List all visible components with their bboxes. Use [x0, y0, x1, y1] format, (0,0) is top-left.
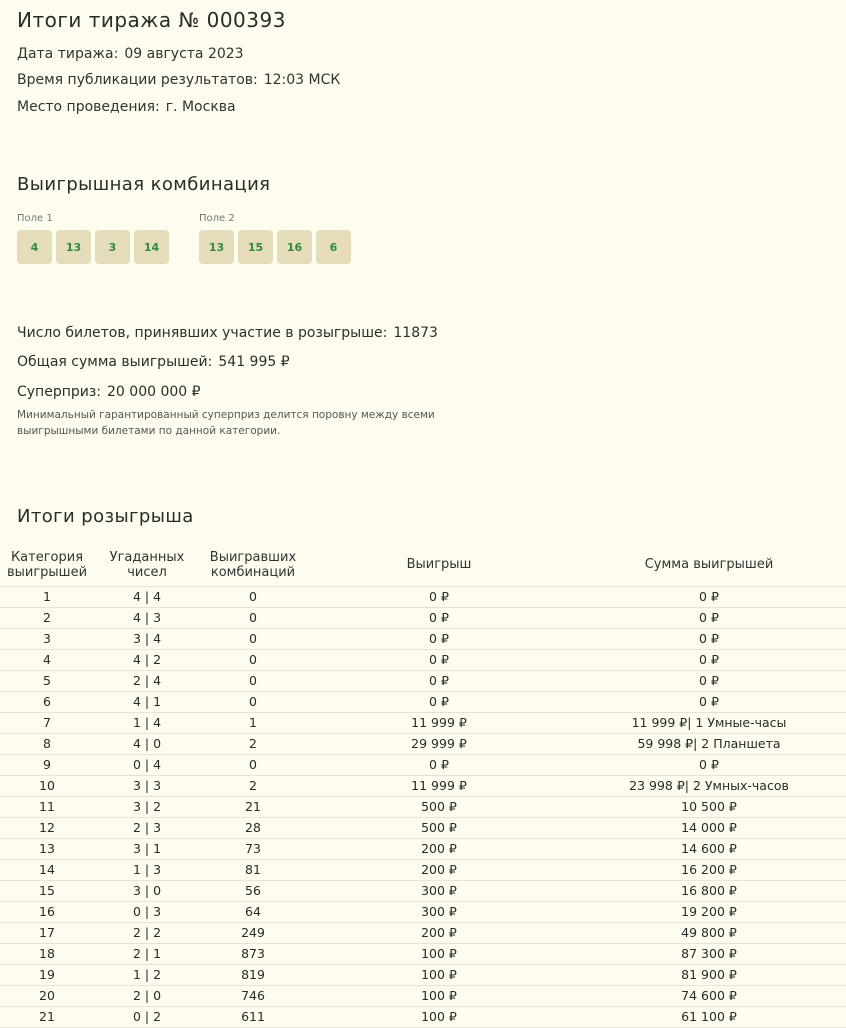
cell-category: 9 [0, 755, 94, 776]
field-2-label: Поле 2 [199, 213, 235, 224]
cell-guessed: 0 | 4 [94, 755, 200, 776]
cell-winning-combinations: 746 [200, 986, 306, 1007]
draw-location-label: Место проведения: [17, 99, 160, 115]
cell-guessed: 3 | 1 [94, 839, 200, 860]
superprize-note: Минимальный гарантированный суперприз делится поровну между всеми выигрышными билетами по данной категории. [17, 409, 435, 437]
cell-guessed: 3 | 2 [94, 797, 200, 818]
column-header-category: Категория выигрышей [0, 543, 94, 587]
cell-winning-combinations: 0 [200, 755, 306, 776]
cell-winning-combinations: 0 [200, 608, 306, 629]
ball: 14 [134, 230, 169, 264]
cell-prize-sum: 0 ₽ [572, 671, 846, 692]
cell-prize: 100 ₽ [306, 1007, 572, 1028]
cell-winning-combinations: 81 [200, 860, 306, 881]
table-row [0, 986, 846, 1007]
cell-category: 14 [0, 860, 94, 881]
cell-prize: 100 ₽ [306, 965, 572, 986]
cell-guessed: 1 | 3 [94, 860, 200, 881]
cell-winning-combinations: 21 [200, 797, 306, 818]
cell-prize: 500 ₽ [306, 797, 572, 818]
cell-category: 10 [0, 776, 94, 797]
results-table [0, 543, 846, 1028]
cell-guessed: 4 | 4 [94, 587, 200, 608]
ball: 13 [56, 230, 91, 264]
table-row [0, 587, 846, 608]
cell-winning-combinations: 0 [200, 587, 306, 608]
table-row [0, 671, 846, 692]
tickets-count [17, 325, 438, 341]
cell-prize: 0 ₽ [306, 587, 572, 608]
cell-category: 20 [0, 986, 94, 1007]
cell-prize-sum: 16 800 ₽ [572, 881, 846, 902]
table-row [0, 734, 846, 755]
total-winnings-label: Общая сумма выигрышей: [17, 354, 213, 370]
cell-prize-sum: 10 500 ₽ [572, 797, 846, 818]
table-row [0, 608, 846, 629]
cell-category: 16 [0, 902, 94, 923]
cell-prize-sum: 0 ₽ [572, 629, 846, 650]
cell-prize: 100 ₽ [306, 944, 572, 965]
publication-time-value: 12:03 МСК [263, 72, 341, 88]
page-title: Итоги тиража № 000393 [17, 8, 286, 32]
cell-guessed: 2 | 1 [94, 944, 200, 965]
cell-prize-sum: 0 ₽ [572, 650, 846, 671]
cell-category: 19 [0, 965, 94, 986]
draw-location-value: г. Москва [165, 99, 236, 115]
table-row [0, 965, 846, 986]
field-1-label: Поле 1 [17, 213, 53, 224]
table-row [0, 944, 846, 965]
cell-category: 11 [0, 797, 94, 818]
cell-category: 7 [0, 713, 94, 734]
cell-prize-sum: 0 ₽ [572, 692, 846, 713]
cell-winning-combinations: 819 [200, 965, 306, 986]
cell-category: 4 [0, 650, 94, 671]
cell-winning-combinations: 0 [200, 692, 306, 713]
cell-guessed: 4 | 1 [94, 692, 200, 713]
cell-winning-combinations: 0 [200, 650, 306, 671]
draw-location [17, 99, 236, 115]
cell-category: 15 [0, 881, 94, 902]
cell-category: 6 [0, 692, 94, 713]
cell-category: 12 [0, 818, 94, 839]
table-row [0, 1007, 846, 1028]
column-header-prize-sum: Сумма выигрышей [572, 543, 846, 587]
cell-guessed: 3 | 0 [94, 881, 200, 902]
cell-prize-sum: 11 999 ₽| 1 Умные-часы [572, 713, 846, 734]
cell-prize-sum: 87 300 ₽ [572, 944, 846, 965]
table-row [0, 923, 846, 944]
cell-winning-combinations: 2 [200, 734, 306, 755]
cell-winning-combinations: 28 [200, 818, 306, 839]
cell-guessed: 3 | 4 [94, 629, 200, 650]
table-row [0, 755, 846, 776]
ball: 3 [95, 230, 130, 264]
table-row [0, 713, 846, 734]
ball: 13 [199, 230, 234, 264]
cell-prize: 11 999 ₽ [306, 776, 572, 797]
cell-guessed: 2 | 3 [94, 818, 200, 839]
cell-category: 8 [0, 734, 94, 755]
cell-guessed: 4 | 2 [94, 650, 200, 671]
results-heading: Итоги розыгрыша [17, 506, 194, 527]
cell-winning-combinations: 249 [200, 923, 306, 944]
cell-guessed: 1 | 2 [94, 965, 200, 986]
tickets-count-label: Число билетов, принявших участие в розыгрыше: [17, 325, 388, 341]
cell-guessed: 2 | 2 [94, 923, 200, 944]
cell-prize-sum: 0 ₽ [572, 608, 846, 629]
cell-winning-combinations: 1 [200, 713, 306, 734]
draw-date-label: Дата тиража: [17, 46, 119, 62]
cell-prize: 11 999 ₽ [306, 713, 572, 734]
cell-prize-sum: 14 000 ₽ [572, 818, 846, 839]
cell-winning-combinations: 873 [200, 944, 306, 965]
field-1-numbers [17, 230, 169, 264]
cell-prize-sum: 49 800 ₽ [572, 923, 846, 944]
cell-winning-combinations: 2 [200, 776, 306, 797]
cell-prize: 100 ₽ [306, 986, 572, 1007]
cell-prize-sum: 23 998 ₽| 2 Умных-часов [572, 776, 846, 797]
cell-prize-sum: 0 ₽ [572, 755, 846, 776]
cell-category: 13 [0, 839, 94, 860]
superprize-label: Суперприз: [17, 384, 102, 400]
cell-prize: 300 ₽ [306, 881, 572, 902]
cell-winning-combinations: 611 [200, 1007, 306, 1028]
cell-guessed: 1 | 4 [94, 713, 200, 734]
cell-prize-sum: 59 998 ₽| 2 Планшета [572, 734, 846, 755]
table-row [0, 881, 846, 902]
cell-prize-sum: 14 600 ₽ [572, 839, 846, 860]
cell-winning-combinations: 64 [200, 902, 306, 923]
table-row [0, 629, 846, 650]
column-header-winning-combinations: Выигравших комбинаций [200, 543, 306, 587]
table-row [0, 776, 846, 797]
superprize-value: 20 000 000 ₽ [107, 384, 201, 400]
superprize [17, 384, 201, 400]
cell-prize: 200 ₽ [306, 860, 572, 881]
cell-prize-sum: 81 900 ₽ [572, 965, 846, 986]
cell-winning-combinations: 0 [200, 671, 306, 692]
cell-prize: 300 ₽ [306, 902, 572, 923]
table-row [0, 902, 846, 923]
cell-category: 1 [0, 587, 94, 608]
cell-category: 5 [0, 671, 94, 692]
cell-guessed: 4 | 0 [94, 734, 200, 755]
cell-prize-sum: 0 ₽ [572, 587, 846, 608]
cell-category: 21 [0, 1007, 94, 1028]
cell-prize: 200 ₽ [306, 839, 572, 860]
cell-prize-sum: 19 200 ₽ [572, 902, 846, 923]
table-row [0, 839, 846, 860]
cell-category: 2 [0, 608, 94, 629]
cell-prize: 500 ₽ [306, 818, 572, 839]
total-winnings-value: 541 995 ₽ [218, 354, 290, 370]
field-2-numbers [199, 230, 351, 264]
cell-prize-sum: 61 100 ₽ [572, 1007, 846, 1028]
table-row [0, 860, 846, 881]
cell-winning-combinations: 73 [200, 839, 306, 860]
winning-combination-heading: Выигрышная комбинация [17, 174, 271, 195]
draw-date [17, 46, 244, 62]
cell-prize: 29 999 ₽ [306, 734, 572, 755]
cell-guessed: 2 | 0 [94, 986, 200, 1007]
ball: 15 [238, 230, 273, 264]
draw-date-value: 09 августа 2023 [124, 46, 244, 62]
cell-guessed: 2 | 4 [94, 671, 200, 692]
cell-prize: 200 ₽ [306, 923, 572, 944]
cell-guessed: 0 | 3 [94, 902, 200, 923]
cell-category: 3 [0, 629, 94, 650]
tickets-count-value: 11873 [393, 325, 438, 341]
cell-guessed: 3 | 3 [94, 776, 200, 797]
cell-prize: 0 ₽ [306, 608, 572, 629]
column-header-prize: Выигрыш [306, 543, 572, 587]
cell-prize: 0 ₽ [306, 755, 572, 776]
cell-prize: 0 ₽ [306, 692, 572, 713]
column-header-guessed: Угаданных чисел [94, 543, 200, 587]
cell-guessed: 4 | 3 [94, 608, 200, 629]
cell-prize-sum: 16 200 ₽ [572, 860, 846, 881]
cell-winning-combinations: 56 [200, 881, 306, 902]
publication-time-label: Время публикации результатов: [17, 72, 258, 88]
ball: 4 [17, 230, 52, 264]
results-table-body [0, 587, 846, 1028]
publication-time [17, 72, 340, 88]
cell-prize-sum: 74 600 ₽ [572, 986, 846, 1007]
total-winnings [17, 354, 290, 370]
cell-prize: 0 ₽ [306, 629, 572, 650]
cell-prize: 0 ₽ [306, 650, 572, 671]
ball: 16 [277, 230, 312, 264]
cell-category: 17 [0, 923, 94, 944]
table-row [0, 650, 846, 671]
table-header-row [0, 543, 846, 587]
table-row [0, 797, 846, 818]
table-row [0, 692, 846, 713]
cell-category: 18 [0, 944, 94, 965]
table-row [0, 818, 846, 839]
cell-prize: 0 ₽ [306, 671, 572, 692]
cell-guessed: 0 | 2 [94, 1007, 200, 1028]
ball: 6 [316, 230, 351, 264]
cell-winning-combinations: 0 [200, 629, 306, 650]
